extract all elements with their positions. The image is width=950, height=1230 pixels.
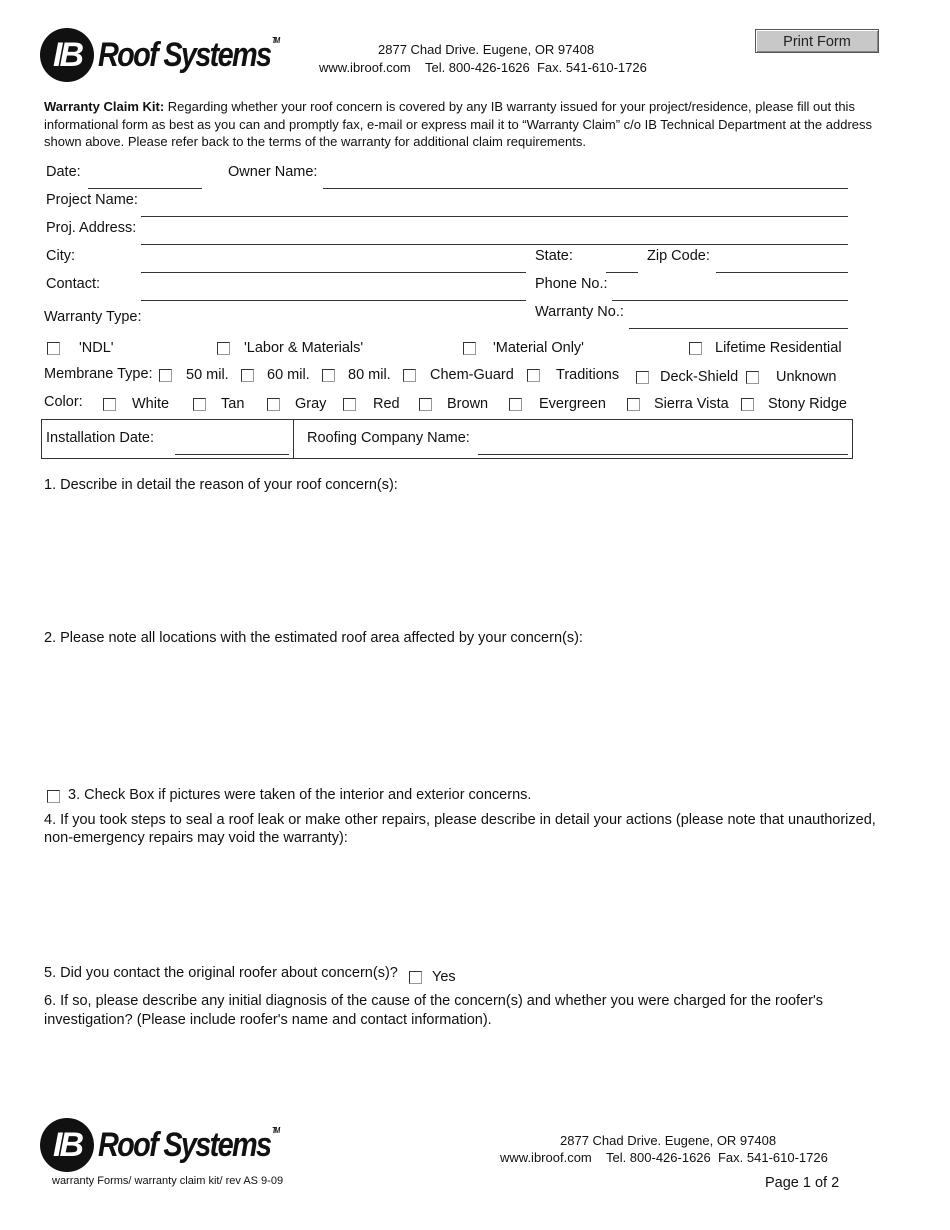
question-3: 3. Check Box if pictures were taken of the interior and exterior concerns. (68, 787, 532, 803)
roofing-company-field[interactable] (478, 454, 848, 455)
membrane-deck-shield: Deck-Shield (660, 369, 739, 385)
zip-field[interactable] (716, 272, 848, 273)
answer-4-area[interactable] (44, 850, 884, 955)
warranty-type-label: Warranty Type: (44, 309, 142, 325)
checkbox-red[interactable] (343, 398, 356, 411)
answer-2-area[interactable] (44, 650, 884, 780)
state-field[interactable] (606, 272, 638, 273)
warranty-option-labor-materials: 'Labor & Materials' (244, 340, 364, 356)
state-label: State: (535, 248, 573, 264)
checkbox-tan[interactable] (193, 398, 206, 411)
question-6-line-2: investigation? (Please include roofer's name and contact information). (44, 1012, 492, 1028)
question-2: 2. Please note all locations with the estimated roof area affected by your concern(s): (44, 630, 583, 646)
footer-logo-wordmark: Roof Systems ™ (98, 1125, 279, 1164)
color-gray: Gray (295, 396, 327, 412)
installation-box-divider (293, 419, 294, 459)
footer-contact: www.ibroof.com Tel. 800-426-1626 Fax. 541-610-1726 (500, 1150, 828, 1165)
footer-ib-logo-mark: IB (40, 1118, 94, 1172)
membrane-type-label: Membrane Type: (44, 366, 153, 382)
color-sierra-vista: Sierra Vista (654, 396, 729, 412)
checkbox-ndl[interactable] (47, 342, 60, 355)
checkbox-50-mil[interactable] (159, 369, 172, 382)
checkbox-evergreen[interactable] (509, 398, 522, 411)
checkbox-60-mil[interactable] (241, 369, 254, 382)
question-5-yes: Yes (432, 969, 456, 985)
date-label: Date: (46, 164, 81, 180)
phone-label: Phone No.: (535, 276, 608, 292)
print-form-button[interactable]: Print Form (755, 29, 879, 53)
city-field[interactable] (141, 272, 526, 273)
membrane-chem-guard: Chem-Guard (430, 367, 514, 383)
footer-ib-logo (40, 1118, 310, 1172)
ib-logo (40, 28, 310, 82)
checkbox-material-only[interactable] (463, 342, 476, 355)
checkbox-labor-materials[interactable] (217, 342, 230, 355)
date-field[interactable] (88, 188, 202, 189)
roofing-company-label: Roofing Company Name: (307, 430, 470, 446)
logo-wordmark: Roof Systems ™ (98, 35, 279, 74)
contact-field[interactable] (141, 300, 526, 301)
proj-address-field[interactable] (141, 244, 848, 245)
checkbox-deck-shield[interactable] (636, 371, 649, 384)
warranty-no-field[interactable] (629, 328, 848, 329)
checkbox-sierra-vista[interactable] (627, 398, 640, 411)
owner-name-label: Owner Name: (228, 164, 318, 180)
warranty-option-material-only: 'Material Only' (493, 340, 584, 356)
intro-line-3: shown above. Please refer back to the terms of the warranty for additional claim requirements. (44, 134, 586, 149)
membrane-50-mil: 50 mil. (186, 367, 229, 383)
checkbox-80-mil[interactable] (322, 369, 335, 382)
checkbox-chem-guard[interactable] (403, 369, 416, 382)
membrane-traditions: Traditions (556, 367, 620, 383)
installation-date-label: Installation Date: (46, 430, 155, 446)
question-4-line-2: non-emergency repairs may void the warranty): (44, 830, 348, 846)
city-label: City: (46, 248, 75, 264)
membrane-80-mil: 80 mil. (348, 367, 391, 383)
owner-name-field[interactable] (323, 188, 848, 189)
warranty-no-label: Warranty No.: (535, 304, 624, 320)
zip-label: Zip Code: (647, 248, 710, 264)
checkbox-unknown[interactable] (746, 371, 759, 384)
answer-1-area[interactable] (44, 497, 884, 622)
color-white: White (132, 396, 170, 412)
color-brown: Brown (447, 396, 489, 412)
question-1: 1. Describe in detail the reason of your roof concern(s): (44, 477, 398, 493)
header-address: 2877 Chad Drive. Eugene, OR 97408 (378, 42, 595, 57)
intro-text-1: Regarding whether your roof concern is covered by any IB warranty issued for your project/residence, please fill out this (164, 99, 855, 114)
phone-field[interactable] (612, 300, 848, 301)
color-label: Color: (44, 394, 83, 410)
checkbox-stony-ridge[interactable] (741, 398, 754, 411)
checkbox-white[interactable] (103, 398, 116, 411)
contact-label: Contact: (46, 276, 100, 292)
header-contact: www.ibroof.com Tel. 800-426-1626 Fax. 541-610-1726 (319, 60, 647, 75)
warranty-option-ndl: 'NDL' (79, 340, 114, 356)
color-stony-ridge: Stony Ridge (768, 396, 847, 412)
page-number: Page 1 of 2 (765, 1175, 840, 1191)
membrane-60-mil: 60 mil. (267, 367, 310, 383)
project-name-label: Project Name: (46, 192, 138, 208)
membrane-unknown: Unknown (776, 369, 837, 385)
checkbox-brown[interactable] (419, 398, 432, 411)
footer-address: 2877 Chad Drive. Eugene, OR 97408 (560, 1133, 777, 1148)
checkbox-contacted-roofer-yes[interactable] (409, 971, 422, 984)
checkbox-pictures-taken[interactable] (47, 790, 60, 803)
ib-logo-mark: IB (40, 28, 94, 82)
project-name-field[interactable] (141, 216, 848, 217)
color-red: Red (373, 396, 400, 412)
form-reference: warranty Forms/ warranty claim kit/ rev AS 9-09 (52, 1175, 284, 1187)
question-5: 5. Did you contact the original roofer about concern(s)? (44, 965, 398, 981)
intro-title: Warranty Claim Kit: (44, 99, 165, 114)
warranty-option-lifetime-residential: Lifetime Residential (715, 340, 842, 356)
question-6-line-1: 6. If so, please describe any initial diagnosis of the cause of the concern(s) and whether you were charged for the roofer's (44, 993, 823, 1009)
installation-date-field[interactable] (175, 454, 289, 455)
intro-line-2: informational form as best as you can and promptly fax, e-mail or express mail it to “Warranty Claim” c/o IB Technical Department at the address (44, 117, 873, 132)
answer-6-area[interactable] (44, 1032, 884, 1107)
checkbox-traditions[interactable] (527, 369, 540, 382)
proj-address-label: Proj. Address: (46, 220, 137, 236)
checkbox-lifetime-residential[interactable] (689, 342, 702, 355)
color-evergreen: Evergreen (539, 396, 606, 412)
checkbox-gray[interactable] (267, 398, 280, 411)
intro-line-1 (44, 99, 855, 114)
question-4-line-1: 4. If you took steps to seal a roof leak or make other repairs, please describe in detail your actions (please note that unauthorized, (44, 812, 876, 828)
color-tan: Tan (221, 396, 245, 412)
